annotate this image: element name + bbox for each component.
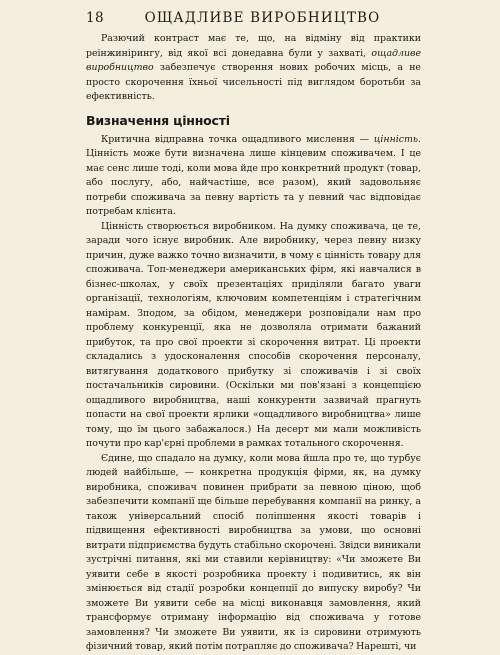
para1-text-after: . Цінність може бути визначена лише кінцевим споживачем. І це має сенс лише тоді, коли мова йде про конкретний продукт (товар, або послугу, або, найчастіше, все разом), який задовольняє потреби споживача за певну вартість та у певний час відповідає потребам клієнта.	[86, 133, 421, 217]
intro-text-after: забезпечує створення нових робочих місць, а не просто скорочення їхньої чисельності під виглядом боротьби за ефективність.	[86, 62, 421, 102]
body-paragraph-2: Цінність створюється виробником. На думку споживача, це те, заради чого існує виробник. Але виробнику, через певну низку причин, дуже важко точно визначити, в чому є цінність товару для споживача. Топ-менеджери американських фірм, які навчалися в бізнес-школах, у своїх презентаціях приділяли багато уваги організації, технологіям, ключовим компетенціям і стратегічним намірам. Зподом, за обідом, менеджери розповідали нам про проблему конкуренції, яка не дозволяла отримати бажаний прибуток, та про свої проекти зі скорочення витрат. Ці проекти складались з удосконалення способів скорочення персоналу, витягування додаткового прибутку зі споживачів і зі своїх постачальників сировини. (Оскільки ми пов'язані з концепцією ощадливого виробництва, наші конкуренти зазвичай прагнуть попасти на свої проекти ярлики «ощадливого виробництва» лише тому, що їм цього забажалося.) На десерт ми мали можливість почути про кар'єрні проблеми в рамках тотального скорочення.	[86, 220, 421, 449]
para1-text-before: Критична відправна точка ощадливого мислення —	[101, 133, 374, 145]
intro-text-before: Разючий контраст має те, що, на відміну від практики реінжинірингу, від якої всі донедавна були у захваті,	[86, 33, 421, 59]
intro-paragraph	[86, 32, 421, 105]
body-paragraph-3: Єдине, що спадало на думку, коли мова йшла про те, що турбує людей найбільше, — конкретна продукція фірми, як, на думку виробника, споживач повинен прибрати за певною ціною, щоб забезпечити компанії ще більше перебування компанії на ринку, а також універсальний спосіб поліпшення якості товарів і підвищення ефективності виробництва за умови, що основні витрати підприємства будуть стабільно скорочені. Звідси виникали зустрічні питання, які ми ставили керівництву: «Чи зможете Ви уявити себе в якості розробника проекту і подивитись, як він змінюється від стадії розробки концепції до випуску виробу? Чи зможете Ви уявити себе на місці виконавця замовлення, який трансформує отриману інформацію від споживача у готове замовлення? Чи зможете Ви уявити, як із сировини отримують фізичний товар, який потім потрапляє до споживача? Нарешті, чи	[86, 452, 421, 652]
page-header	[86, 10, 421, 26]
para1-emphasis: цінність	[373, 133, 419, 145]
intro-emphasis: ощадливе виробництво	[86, 47, 421, 73]
running-title: ОЩАДЛИВЕ ВИРОБНИЦТВО	[144, 10, 381, 26]
section-heading: Визначення цінності	[86, 112, 230, 128]
page-number: 18	[86, 10, 104, 26]
body-paragraph-1	[86, 133, 421, 220]
